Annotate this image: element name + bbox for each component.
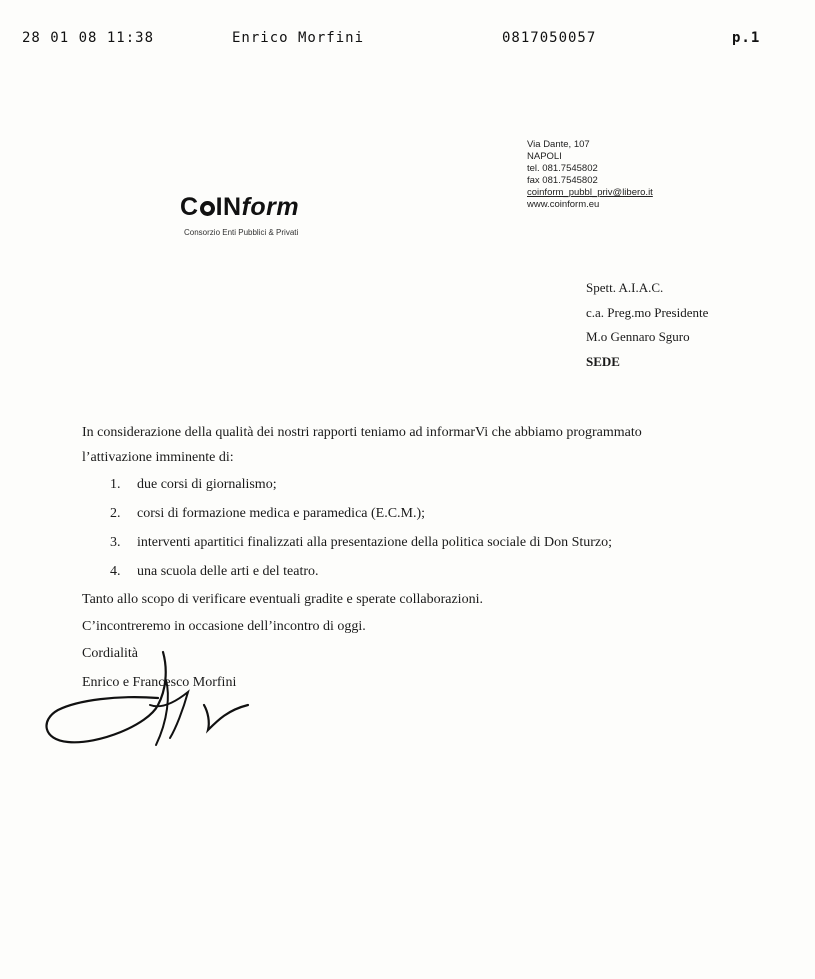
recipient-line-4: SEDE xyxy=(586,353,620,369)
closing-line-1: Tanto allo scopo di verificare eventuali gradite e sperate collaborazioni. xyxy=(82,592,483,607)
logo-form: form xyxy=(241,193,300,221)
list-item-text: interventi apartitici finalizzati alla presentazione della politica sociale di Don Sturzo; xyxy=(137,535,613,550)
logo-c: C xyxy=(180,193,199,221)
list-item-text: due corsi di giornalismo; xyxy=(137,477,277,492)
logo-ring-icon xyxy=(200,201,215,216)
list-item xyxy=(82,557,782,586)
address-city: NAPOLI xyxy=(527,151,562,162)
fax-phone: 0817050057 xyxy=(502,30,597,46)
list-item-text: corsi di formazione medica e paramedica (E.C.M.); xyxy=(137,506,426,521)
address-tel: tel. 081.7545802 xyxy=(527,163,598,174)
address-email: coinform_pubbl_priv@libero.it xyxy=(527,187,653,198)
logo-in: IN xyxy=(215,193,242,221)
fax-date-time: 28 01 08 11:38 xyxy=(22,30,155,46)
recipient-block xyxy=(586,276,708,374)
list-item-number: 2. xyxy=(110,506,121,521)
handwritten-signature xyxy=(38,650,298,760)
fax-header xyxy=(0,30,815,50)
recipient-line-3: M.o Gennaro Sguro xyxy=(586,329,690,344)
list-item-number: 3. xyxy=(110,535,121,550)
logo-tagline: Consorzio Enti Pubblici & Privati xyxy=(184,228,299,237)
list-item xyxy=(82,528,782,557)
list-item-number: 1. xyxy=(110,477,121,492)
list-item-number: 4. xyxy=(110,564,121,579)
list-item xyxy=(82,499,782,528)
list-item-text: una scuola delle arti e del teatro. xyxy=(137,564,319,579)
intro-line-2: l’attivazione imminente di: xyxy=(82,450,234,465)
recipient-line-2: c.a. Preg.mo Presidente xyxy=(586,304,709,320)
sender-address xyxy=(527,139,653,211)
programs-list xyxy=(82,470,782,586)
letter-body xyxy=(82,420,782,667)
fax-sender: Enrico Morfini xyxy=(232,30,365,46)
list-item xyxy=(82,470,782,499)
address-street: Via Dante, 107 xyxy=(527,139,590,150)
fax-page-number: p.1 xyxy=(732,30,761,46)
recipient-line-1: Spett. A.I.A.C. xyxy=(586,280,664,295)
address-web: www.coinform.eu xyxy=(527,199,600,210)
intro-line-1: In considerazione della qualità dei nostri rapporti teniamo ad informarVi che abbiamo programmato xyxy=(82,425,642,440)
closing-line-2: C’incontreremo in occasione dell’incontro di oggi. xyxy=(82,619,366,634)
signers-name: Enrico e Francesco Morfini xyxy=(82,675,237,690)
address-fax: fax 081.7545802 xyxy=(527,175,598,186)
greeting: Cordialità xyxy=(82,646,138,661)
coinform-logo xyxy=(180,193,299,222)
